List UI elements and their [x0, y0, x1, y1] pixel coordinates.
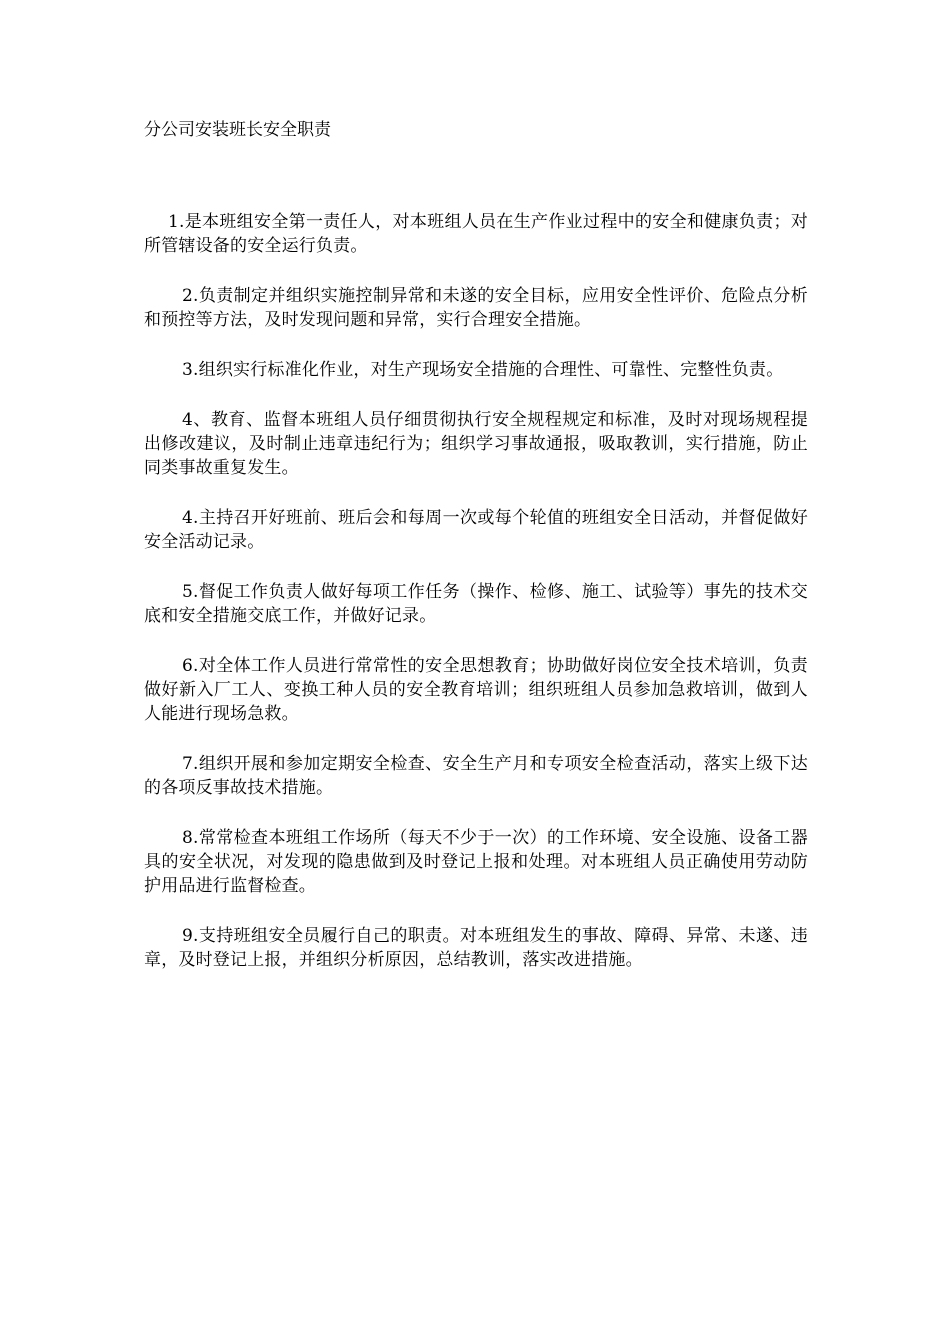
duty-paragraph-4a: 4、教育、监督本班组人员仔细贯彻执行安全规程规定和标准，及时对现场规程提出修改建议，及时制止违章违纪行为；组织学习事故通报，吸取教训，实行措施，防止同类事故重复发生。	[144, 410, 808, 478]
duty-paragraph-1: 1.是本班组安全第一责任人，对本班组人员在生产作业过程中的安全和健康负责；对所管辖设备的安全运行负责。	[144, 212, 808, 256]
duty-paragraph-2: 2.负责制定并组织实施控制异常和未遂的安全目标，应用安全性评价、危险点分析和预控等方法，及时发现问题和异常，实行合理安全措施。	[144, 286, 808, 330]
duty-paragraph-7: 7.组织开展和参加定期安全检查、安全生产月和专项安全检查活动，落实上级下达的各项反事故技术措施。	[144, 754, 808, 798]
duty-paragraph-3: 3.组织实行标准化作业，对生产现场安全措施的合理性、可靠性、完整性负责。	[182, 360, 784, 380]
duty-paragraph-8: 8.常常检查本班组工作场所（每天不少于一次）的工作环境、安全设施、设备工器具的安全状况，对发现的隐患做到及时登记上报和处理。对本班组人员正确使用劳动防护用品进行监督检查。	[144, 828, 808, 896]
document-page	[144, 118, 808, 998]
document-title: 分公司安装班长安全职责	[144, 120, 331, 140]
duty-paragraph-5: 5.督促工作负责人做好每项工作任务（操作、检修、施工、试验等）事先的技术交底和安全措施交底工作，并做好记录。	[144, 582, 808, 626]
duty-paragraph-9: 9.支持班组安全员履行自己的职责。对本班组发生的事故、障碍、异常、未遂、违章，及时登记上报，并组织分析原因，总结教训，落实改进措施。	[144, 926, 808, 970]
duty-paragraph-4b: 4.主持召开好班前、班后会和每周一次或每个轮值的班组安全日活动，并督促做好安全活动记录。	[144, 508, 808, 552]
duty-paragraph-6: 6.对全体工作人员进行常常性的安全思想教育；协助做好岗位安全技术培训，负责做好新入厂工人、变换工种人员的安全教育培训；组织班组人员参加急救培训，做到人人能进行现场急救。	[144, 656, 808, 724]
